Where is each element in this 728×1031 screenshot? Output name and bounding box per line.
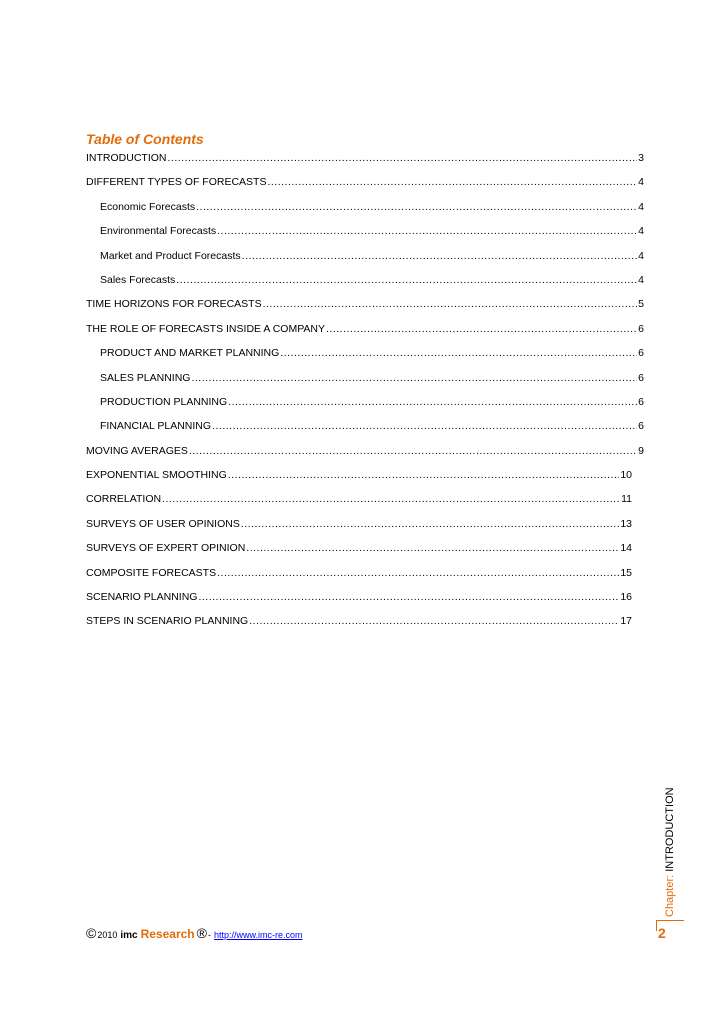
toc-entry-page: 3 [638, 152, 644, 164]
toc-entry-page: 6 [638, 347, 644, 360]
toc-entry[interactable] [86, 176, 644, 200]
toc-entry[interactable] [86, 298, 644, 322]
toc-entry-page: 6 [638, 420, 644, 433]
toc-entry-page: 5 [638, 298, 644, 311]
toc-entry-label: SALES PLANNING [100, 371, 191, 384]
toc-dot-leader [191, 372, 637, 384]
toc-dot-leader [228, 396, 637, 408]
toc-dot-leader [263, 298, 638, 310]
toc-entry-page: 16 [620, 591, 632, 604]
toc-entry-page: 10 [620, 469, 632, 482]
toc-entry[interactable] [86, 250, 644, 274]
footer-brand-imc: imc [120, 930, 138, 941]
toc-entry[interactable] [86, 396, 644, 420]
chapter-label [664, 787, 676, 917]
toc-dot-leader [249, 615, 619, 627]
chapter-divider-horizontal [656, 920, 684, 921]
toc-entry[interactable] [86, 518, 644, 542]
toc-entry-label: EXPONENTIAL SMOOTHING [86, 469, 227, 482]
toc-entry-page: 4 [638, 225, 644, 238]
toc-entry-label: SCENARIO PLANNING [86, 591, 198, 604]
toc-entry[interactable] [86, 420, 644, 444]
toc-entry-label: THE ROLE OF FORECASTS INSIDE A COMPANY [86, 322, 326, 335]
toc-entry[interactable] [86, 372, 644, 396]
toc-entry-label: Economic Forecasts [100, 200, 196, 213]
toc-dot-leader [176, 274, 637, 286]
toc-entry-page: 4 [638, 273, 644, 286]
toc-dot-leader [326, 323, 637, 335]
toc-entry-page: 4 [638, 249, 644, 262]
toc-entry-label: DIFFERENT TYPES OF FORECASTS [86, 176, 267, 189]
toc-dot-leader [198, 591, 619, 603]
toc-entry-label: Sales Forecasts [100, 273, 176, 286]
toc-entry[interactable] [86, 615, 644, 639]
toc-entry-page: 13 [620, 517, 632, 530]
toc-dot-leader [228, 469, 620, 481]
toc-entry-page: 4 [638, 176, 644, 189]
toc-entry-label: Environmental Forecasts [100, 225, 217, 238]
toc-dot-leader [217, 225, 637, 237]
toc-entry[interactable] [86, 152, 644, 176]
toc-entry-label: CORRELATION [86, 493, 162, 506]
toc-entry-label: COMPOSITE FORECASTS [86, 566, 217, 579]
toc-entry-label: PRODUCTION PLANNING [100, 395, 228, 408]
toc-dot-leader [267, 176, 637, 188]
toc-dot-leader [246, 542, 619, 554]
toc-entry[interactable] [86, 493, 644, 517]
toc-dot-leader [280, 347, 637, 359]
toc-entry-label: INTRODUCTION [86, 152, 167, 164]
toc-dot-leader [242, 250, 638, 262]
toc-entry-page: 14 [620, 542, 632, 555]
toc-entry-label: Market and Product Forecasts [100, 249, 241, 262]
toc-entry-label: MOVING AVERAGES [86, 444, 188, 457]
toc-entry-page: 9 [638, 444, 644, 457]
toc-entry-label: SURVEYS OF USER OPINIONS [86, 517, 240, 530]
footer-year: 2010 [97, 930, 118, 940]
chapter-divider-vertical [656, 920, 657, 931]
toc-entry[interactable] [86, 469, 644, 493]
toc-dot-leader [168, 152, 638, 164]
toc-entry[interactable] [86, 567, 644, 591]
registered-icon: ® [196, 925, 207, 941]
toc-title: Table of Contents [86, 131, 204, 147]
toc-entry[interactable] [86, 591, 644, 615]
toc-entry-label: SURVEYS OF EXPERT OPINION [86, 542, 246, 555]
toc-dot-leader [241, 518, 619, 530]
toc-entry-label: PRODUCT AND MARKET PLANNING [100, 347, 280, 360]
toc-entry-page: 4 [638, 200, 644, 213]
toc-entry[interactable] [86, 347, 644, 371]
footer-dash: - [207, 930, 211, 940]
chapter-name: INTRODUCTION [664, 787, 676, 872]
toc-entry-label: FINANCIAL PLANNING [100, 420, 212, 433]
copyright-icon: © [86, 925, 97, 941]
toc-dot-leader [217, 567, 619, 579]
toc-entry-page: 15 [620, 566, 632, 579]
toc-entry[interactable] [86, 201, 644, 225]
toc-entry-page: 6 [638, 371, 644, 384]
toc-entry[interactable] [86, 542, 644, 566]
toc-entry-page: 17 [620, 615, 632, 628]
chapter-prefix: Chapter: [664, 871, 676, 917]
toc-dot-leader [212, 420, 637, 432]
toc-entry-label: TIME HORIZONS FOR FORECASTS [86, 298, 262, 311]
toc-dot-leader [162, 493, 620, 505]
toc-entry-page: 6 [638, 395, 644, 408]
toc-entry[interactable] [86, 445, 644, 469]
toc-dot-leader [196, 201, 637, 213]
footer-url-link[interactable]: http://www.imc-re.com [213, 930, 303, 940]
toc-entry[interactable] [86, 274, 644, 298]
toc-dot-leader [189, 445, 637, 457]
footer-brand-research: Research [140, 927, 195, 941]
toc-entry[interactable] [86, 225, 644, 249]
toc-entry-label: STEPS IN SCENARIO PLANNING [86, 615, 249, 628]
toc-list [86, 152, 644, 640]
toc-entry[interactable] [86, 323, 644, 347]
toc-entry-page: 6 [638, 322, 644, 335]
toc-entry-page: 11 [621, 493, 632, 506]
footer [86, 925, 302, 945]
page-number: 2 [658, 925, 666, 941]
